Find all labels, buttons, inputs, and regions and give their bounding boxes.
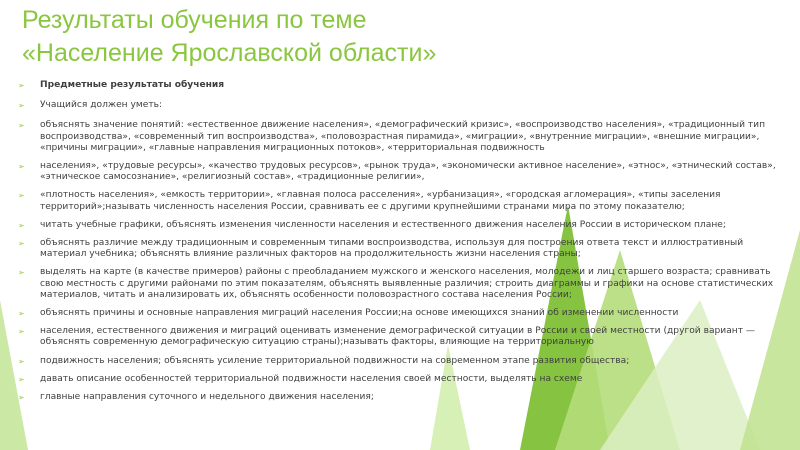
bullet-list: [18, 80, 780, 403]
bullet-arrow-icon: ➢: [18, 220, 25, 230]
list-item-text: давать описание особенностей территориальной подвижности населения своей местности, выделять на схеме: [40, 373, 583, 384]
list-item-text: подвижность населения; объяснять усиление территориальной подвижности на современном этапе развития общества;: [40, 355, 630, 366]
list-item: [18, 392, 780, 403]
list-item-text: объяснять причины и основные направления миграций населения России;на основе имеющихся знаний об изменении численности: [40, 308, 679, 319]
bullet-arrow-icon: ➢: [18, 393, 25, 403]
bullet-arrow-icon: ➢: [18, 162, 25, 172]
slide-title: [22, 4, 782, 70]
bullet-arrow-icon: ➢: [18, 239, 25, 249]
bullet-arrow-icon: ➢: [18, 356, 25, 366]
list-item-text: объяснять различие между традиционным и современным типами воспроизводства, используя для построения ответа текст и иллюстративный материал учебника; объяснять влияние различных факторов на продолжительность жизни населения страны;: [40, 238, 744, 260]
list-item: [18, 161, 780, 183]
list-item: [18, 100, 780, 111]
list-item-text: Предметные результаты обучения: [40, 80, 225, 90]
list-item-text: Учащийся должен уметь:: [40, 100, 163, 111]
list-item: [18, 356, 780, 367]
list-item: [18, 220, 780, 231]
bullet-arrow-icon: ➢: [18, 101, 25, 111]
title-line-2: «Население Ярославской области»: [22, 39, 437, 67]
list-item: [18, 267, 780, 301]
list-item: [18, 190, 780, 212]
list-item-text: объяснять значение понятий: «естественное движение населения», «демографический кризис», «воспроизводство населения», «традиционный тип воспроизводства», «современный тип воспроизводства», «половозрастная пирамида», «миграции», «внутренние миграции», «внешние миграции», «причины миграции», «главные направления миграционных потоков», «территориальная подвижность: [40, 120, 766, 153]
list-item-text: населения», «трудовые ресурсы», «качество трудовых ресурсов», «рынок труда», «экономически активное население», «этнос», «этнический состав», «этническое самосознание», «религиозный состав», «традиционные религии»,: [40, 161, 776, 183]
list-item: [18, 120, 780, 154]
bullet-arrow-icon: ➢: [18, 81, 25, 90]
list-item: [18, 308, 780, 319]
title-line-1: Результаты обучения по теме: [22, 6, 367, 34]
list-item-text: «плотность населения», «емкость территории», «главная полоса расселения», «урбанизация», «городская агломерация», «типы заселения территорий»;называть численность населения России, сравнивать ее с другими крупнейшими странами мира по этому показателю;: [40, 190, 721, 212]
list-item-text: населения, естественного движения и миграций оценивать изменение демографической ситуации в России и своей местности (другой вариант — объяснять современную демографическую ситуацию страны);называть факторы, влияющие на территориальную: [40, 326, 756, 348]
list-item: [18, 326, 780, 348]
bullet-arrow-icon: ➢: [18, 121, 25, 131]
bullet-arrow-icon: ➢: [18, 191, 25, 201]
list-item: [18, 374, 780, 385]
bullet-arrow-icon: ➢: [18, 268, 25, 278]
bullet-arrow-icon: ➢: [18, 309, 25, 319]
bullet-arrow-icon: ➢: [18, 374, 25, 384]
list-item-text: выделять на карте (в качестве примеров) районы с преобладанием мужского и женского населения, молодежи и лиц старшего возраста; сравнивать свою местность с другими районами по этим показателям, объяснять выявленные различия; строить диаграммы и графики на основе статистических материалов, читать и анализировать их, объяснять особенности половозрастного состава населения России;: [40, 267, 774, 300]
list-item: [18, 80, 780, 91]
list-item-text: главные направления суточного и недельного движения населения;: [40, 392, 374, 403]
list-item-text: читать учебные графики, объяснять изменения численности населения и естественного движения населения России в историческом плане;: [40, 219, 726, 230]
list-item: [18, 238, 780, 260]
bullet-arrow-icon: ➢: [18, 327, 25, 337]
